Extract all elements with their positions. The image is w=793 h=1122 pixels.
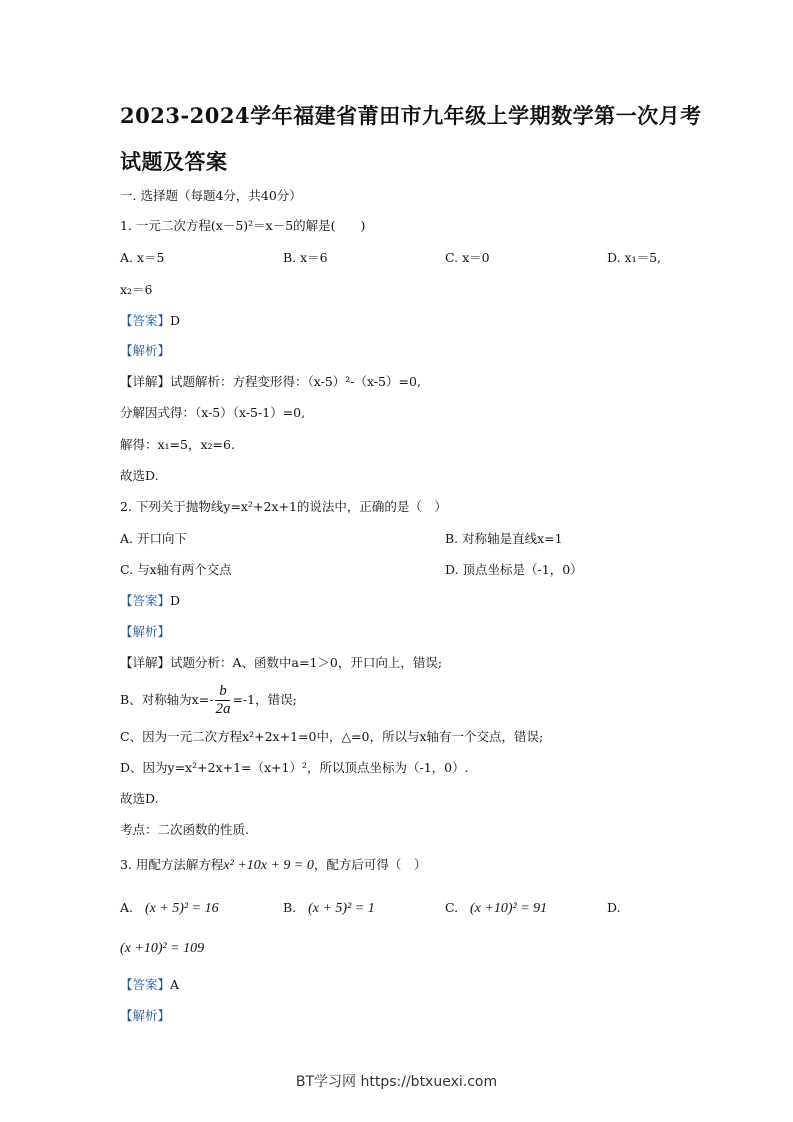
q1-stem: 1. 一元二次方程(x－5)²＝x－5的解是( )	[120, 218, 366, 233]
q3-option-b	[283, 900, 375, 917]
q2-stem: 2. 下列关于抛物线y=x²+2x+1的说法中，正确的是（ ）	[120, 499, 447, 514]
q2-detail-c: C、因为一元二次方程x²+2x+1=0中，△=0，所以与x轴有一个交点，错误;	[120, 729, 544, 744]
q2-option-a: A. 开口向下	[120, 531, 187, 546]
section-heading: 一. 选择题（每题4分，共40分）	[120, 188, 302, 203]
option-label: C.	[445, 900, 459, 915]
doc-title-line2: 试题及答案	[120, 149, 228, 174]
fraction-denominator: 2a	[215, 701, 231, 717]
b-prefix: B、对称轴为x=-	[120, 692, 214, 707]
q1-option-c: C. x＝0	[445, 250, 490, 265]
q3-option-d	[120, 940, 204, 957]
detail-tag: 【详解】	[120, 655, 171, 670]
q2-note: 考点：二次函数的性质.	[120, 822, 249, 837]
q3-stem	[120, 857, 426, 874]
option-math: (x +10)² = 91	[470, 901, 548, 916]
answer-value: D	[170, 593, 181, 608]
q1-detail-2: 分解因式得：（x-5）（x-5-1）=0,	[120, 405, 306, 420]
q2-detail-b	[120, 680, 297, 720]
b-suffix: =-1，错误;	[232, 692, 297, 707]
q3-option-c	[445, 900, 547, 917]
detail-text: 试题解析：方程变形得：（x-5）²-（x-5）=0,	[170, 374, 421, 389]
detail-text: 试题分析：A、函数中a=1＞0，开口向上，错误;	[170, 655, 443, 670]
q3-option-d-label: D.	[607, 900, 621, 915]
option-math: (x + 5)² = 16	[144, 901, 219, 916]
detail-tag: 【详解】	[120, 374, 171, 389]
q3-answer	[120, 977, 179, 993]
answer-tag: 【答案】	[120, 313, 171, 328]
q1-answer	[120, 313, 180, 329]
q3-stem-prefix: 3. 用配方法解方程	[120, 857, 224, 872]
q1-detail-1	[120, 374, 421, 390]
option-math: (x + 5)² = 1	[308, 901, 375, 916]
doc-title-line1: 2023-2024学年福建省莆田市九年级上学期数学第一次月考	[120, 103, 702, 128]
q1-option-b: B. x＝6	[283, 250, 328, 265]
q2-analysis-tag: 【解析】	[120, 624, 171, 639]
q2-detail-d: D、因为y=x²+2x+1=（x+1）²，所以顶点坐标为（-1，0）.	[120, 760, 469, 775]
option-label: B.	[283, 900, 297, 915]
q3-stem-suffix: ，配方后可得（ ）	[313, 857, 427, 872]
q3-equation: x² +10x + 9 = 0	[223, 858, 314, 873]
q1-detail-3: 解得：x₁=5，x₂=6.	[120, 437, 235, 452]
fraction-numerator: b	[215, 683, 230, 701]
q1-option-d: D. x₁＝5,	[607, 250, 662, 265]
q2-conclusion: 故选D.	[120, 791, 159, 806]
q3-analysis-tag: 【解析】	[120, 1008, 171, 1023]
q2-option-b: B. 对称轴是直线x=1	[445, 531, 563, 546]
q1-option-a: A. x＝5	[120, 250, 165, 265]
q2-detail-1	[120, 655, 442, 671]
answer-tag: 【答案】	[120, 593, 171, 608]
q2-option-c: C. 与x轴有两个交点	[120, 562, 232, 577]
answer-value: A	[170, 977, 180, 992]
page-footer: BT学习网 https://btxuexi.com	[295, 1074, 498, 1090]
q1-option-d-cont: x₂＝6	[120, 282, 153, 297]
q1-detail-4: 故选D.	[120, 468, 159, 483]
fraction	[215, 683, 230, 718]
answer-value: D	[170, 313, 181, 328]
option-math: (x +10)² = 109	[120, 941, 205, 956]
option-label: A.	[120, 900, 134, 915]
q2-answer	[120, 593, 180, 609]
answer-tag: 【答案】	[120, 977, 171, 992]
q1-analysis-tag: 【解析】	[120, 343, 171, 358]
q2-option-d: D. 顶点坐标是（-1，0）	[445, 562, 583, 577]
q3-option-a	[120, 900, 219, 917]
